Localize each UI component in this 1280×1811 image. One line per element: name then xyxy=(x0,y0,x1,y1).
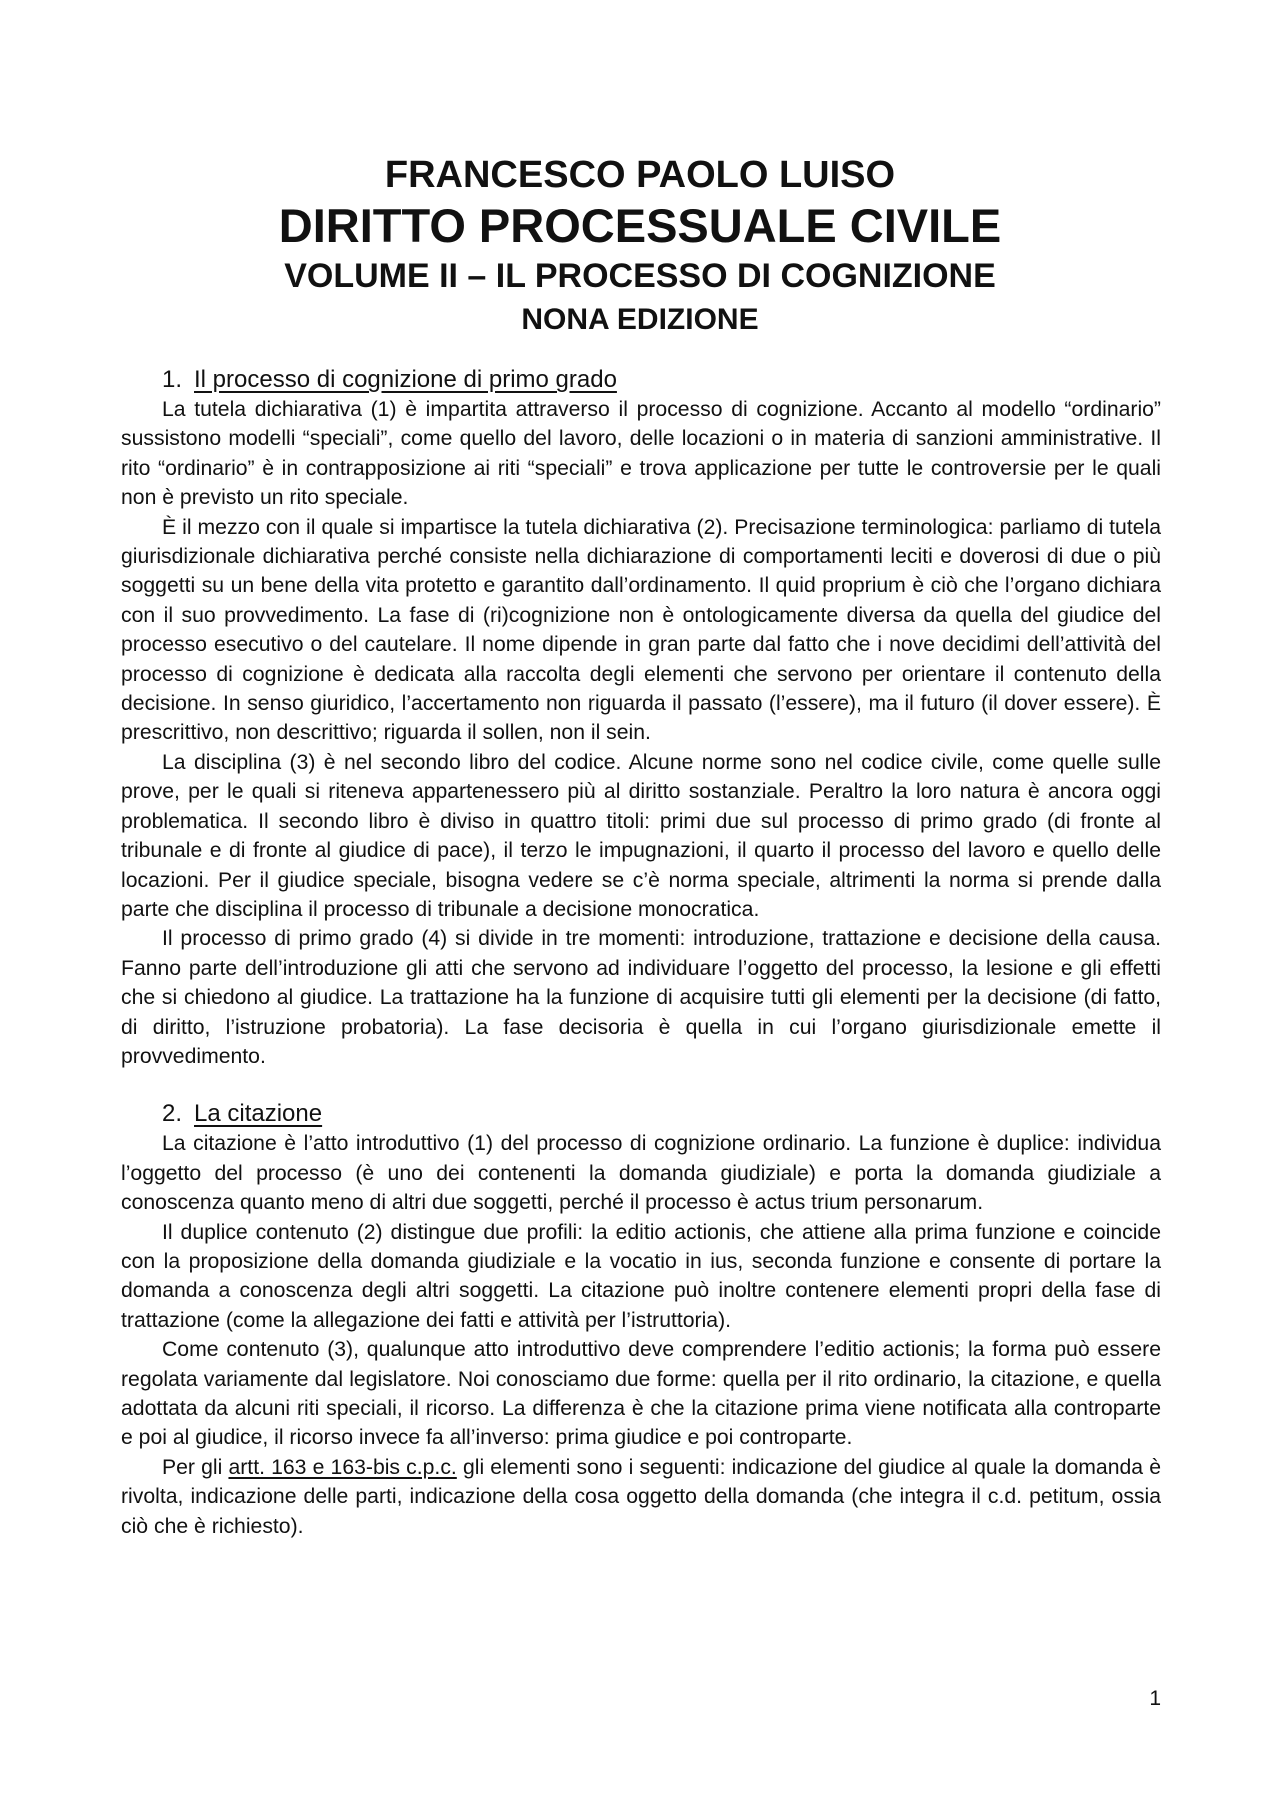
book-title: DIRITTO PROCESSUALE CIVILE xyxy=(278,199,1002,252)
paragraph-text: gli elementi sono i seguenti: indicazione del giudice al quale la domanda è rivolta, indicazione delle parti, indicazione della cosa oggetto della domanda (che integra il c.d. petitum, ossia ciò che è richiesto). xyxy=(121,1455,1161,1538)
section-number: 1. xyxy=(162,366,183,393)
section-number: 2. xyxy=(162,1100,183,1128)
paragraph: La disciplina (3) è nel secondo libro del codice. Alcune norme sono nel codice civile, come quelle sulle prove, per le quali si riteneva appartenessero più al diritto sostanziale. Peraltro la loro natura è ancora oggi problematica. Il secondo libro è diviso in quattro titoli: primi due sul processo di primo grado (di fronte al tribunale e di fronte al giudice di pace), il terzo le impugnazioni, il quarto il processo del lavoro e quello delle locazioni. Per il giudice speciale, bisogna vedere se c’è norma speciale, altrimenti la norma si prende dalla parte che disciplina il processo di tribunale a decisione monocratica. xyxy=(121,750,1161,921)
paragraph xyxy=(121,1453,1161,1541)
volume-heading: VOLUME II – IL PROCESSO DI COGNIZIONE xyxy=(284,257,996,295)
page-number: 1 xyxy=(1149,1687,1161,1710)
paragraph: La citazione è l’atto introduttivo (1) del processo di cognizione ordinario. La funzione è duplice: individua l’oggetto del processo (è uno dei contenenti la domanda giudiziale) e porta la domanda giudiziale a conoscenza quanto meno di altri due soggetti, perché il processo è actus trium personarum. xyxy=(121,1132,1161,1215)
paragraph-text: Per gli xyxy=(162,1455,229,1479)
paragraph: Il duplice contenuto (2) distingue due profili: la editio actionis, che attiene alla prima funzione e coincide con la proposizione della domanda giudiziale e la vocatio in ius, seconda funzione e consente di portare la domanda a conoscenza degli altri soggetti. La citazione può inoltre contenere elementi propri della fase di trattazione (come la allegazione dei fatti e attività per l’istruttoria). xyxy=(121,1220,1161,1332)
section-2 xyxy=(121,1099,1161,1541)
title-block xyxy=(0,152,1280,342)
section-title: Il processo di cognizione di primo grado xyxy=(194,366,617,393)
author-heading: FRANCESCO PAOLO LUISO xyxy=(384,154,896,196)
paragraph: La tutela dichiarativa (1) è impartita attraverso il processo di cognizione. Accanto al modello “ordinario” sussistono modelli “speciali”, come quello del lavoro, delle locazioni o in materia di sanzioni amministrative. Il rito “ordinario” è in contrapposizione ai riti “speciali” e trova applicazione per tutte le controversie per le quali non è previsto un rito speciale. xyxy=(121,398,1161,510)
paragraph: Il processo di primo grado (4) si divide in tre momenti: introduzione, trattazione e decisione della causa. Fanno parte dell’introduzione gli atti che servono ad individuare l’oggetto del processo, la lesione e gli effetti che si chiedono al giudice. La trattazione ha la funzione di acquisire tutti gli elementi per la decisione (di fatto, di diritto, l’istruzione probatoria). La fase decisoria è quella in cui l’organo giurisdizionale emette il provvedimento. xyxy=(121,927,1161,1068)
section-heading xyxy=(162,365,1161,395)
paragraph: È il mezzo con il quale si impartisce la tutela dichiarativa (2). Precisazione terminologica: parliamo di tutela giurisdizionale dichiarativa perché consiste nella dichiarazione di comportamenti leciti e doverosi di due o più soggetti su un bene della vita protetto e garantito dall’ordinamento. Il quid proprium è ciò che l’organo dichiara con il suo provvedimento. La fase di (ri)cognizione non è ontologicamente diversa da quella del giudice del processo esecutivo o del cautelare. Il nome dipende in gran parte dal fatto che i nove decidimi dell’attività del processo di cognizione è dedicata alla raccolta degli elementi che servono per orientare il contenuto della decisione. In senso giuridico, l’accertamento non riguarda il passato (l’essere), ma il futuro (il dover essere). È prescrittivo, non descrittivo; riguarda il sollen, non il sein. xyxy=(121,515,1161,745)
section-1 xyxy=(121,365,1161,1071)
article-reference-link[interactable]: artt. 163 e 163-bis c.p.c. xyxy=(228,1455,457,1479)
section-title: La citazione xyxy=(194,1100,323,1128)
section-heading xyxy=(162,1099,1161,1129)
paragraph: Come contenuto (3), qualunque atto introduttivo deve comprendere l’editio actionis; la forma può essere regolata variamente dal legislatore. Noi conosciamo due forme: quella per il rito ordinario, la citazione, e quella adottata da alcuni riti speciali, il ricorso. La differenza è che la citazione prima viene notificata alla controparte e poi al giudice, il ricorso invece fa all’inverso: prima giudice e poi controparte. xyxy=(121,1338,1161,1450)
edition-heading: NONA EDIZIONE xyxy=(521,303,759,336)
document-body xyxy=(121,365,1161,1541)
